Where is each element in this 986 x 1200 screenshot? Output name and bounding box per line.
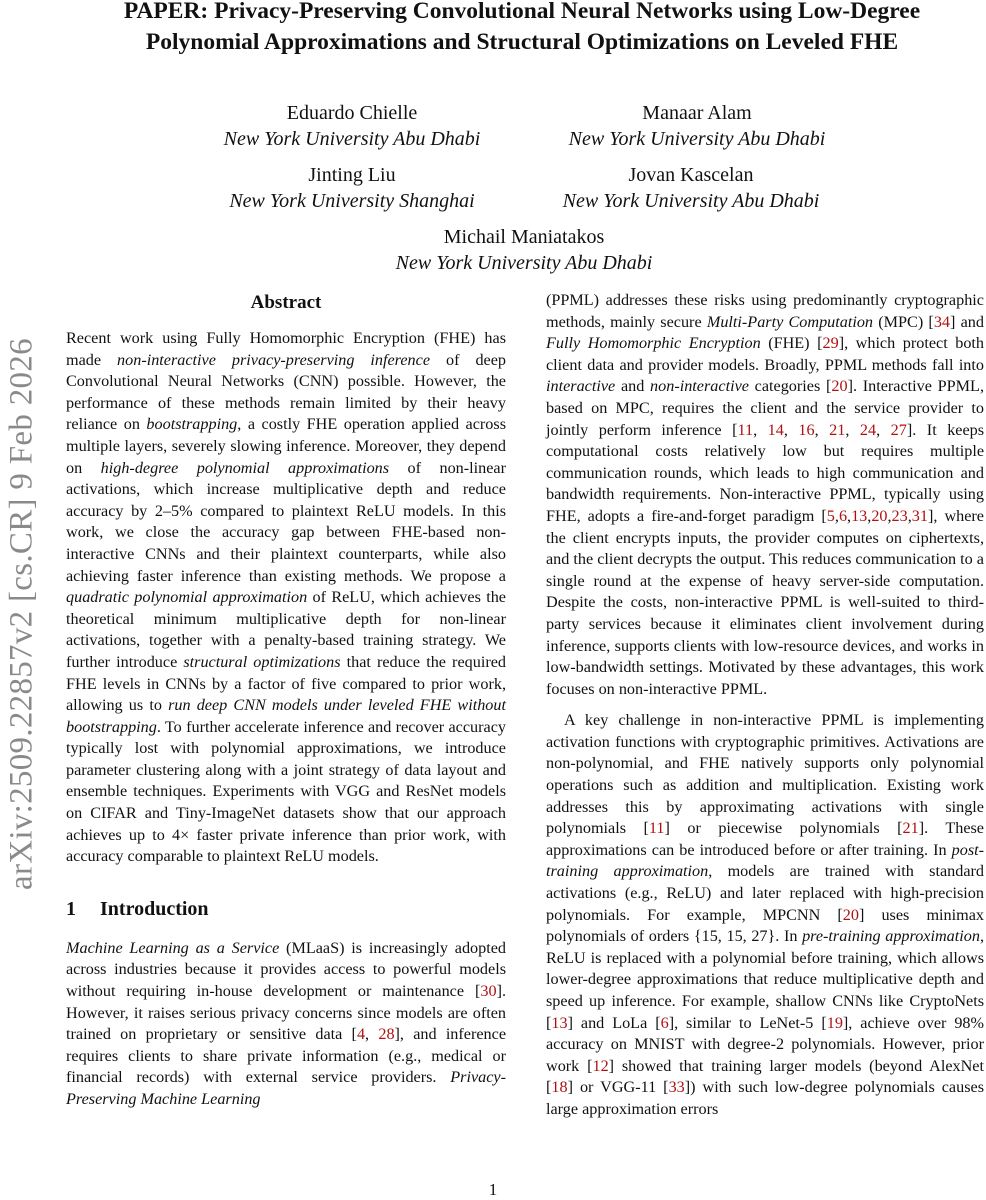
left-column bbox=[66, 290, 506, 1111]
right-column bbox=[546, 290, 984, 1121]
citation-link[interactable]: 34 bbox=[933, 312, 951, 331]
section-title: Introduction bbox=[100, 897, 209, 920]
citation-link[interactable]: 6 bbox=[660, 1013, 669, 1032]
intro-paragraph-1-continued: (PPML) addresses these risks using predominantly cryptographic methods, mainly secure Multi-Party Computation (MPC) [34] and Fully Homomorphic Encryption (FHE) [29], which protect both client data and provider models. Broadly, PPML methods fall into interactive and non-interactive categories [20]. Interactive PPML, based on MPC, requires the client and the service provider to jointly perform inference [11, 14, 16, 21, 24, 27]. It keeps computational costs relatively low but requires multiple communication rounds, which leads to high communication and bandwidth requirements. Non-interactive PPML, typically using FHE, adopts a fire-and-forget paradigm [5,6,13,20,23,31], where the client encrypts inputs, the provider computes on ciphertexts, and the client decrypts the output. This reduces communication to a single round at the expense of heavy server-side computation. Despite the costs, non-interactive PPML is well-suited to third-party services because it eliminates client involvement during inference, supports clients with low-resource devices, and works in low-bandwidth settings. Motivated by these advantages, this work focuses on non-interactive PPML. bbox=[546, 291, 985, 698]
citation-link[interactable]: 24 bbox=[859, 420, 877, 439]
citation-link[interactable]: 20 bbox=[871, 506, 888, 525]
author-affiliation: New York University Abu Dhabi bbox=[223, 128, 481, 150]
citation-link[interactable]: 20 bbox=[831, 377, 848, 396]
citation-link[interactable]: 20 bbox=[842, 905, 859, 924]
author-name: Jinting Liu bbox=[308, 164, 396, 186]
author-block bbox=[192, 162, 512, 214]
author-block bbox=[537, 100, 857, 152]
abstract-paragraph: Recent work using Fully Homomorphic Encryption (FHE) has made non-interactive privacy-preserving inference of deep Convolutional Neural Networks (CNN) possible. However, the performance of these methods remain limited by their heavy reliance on bootstrapping, a costly FHE operation applied across multiple layers, severely slowing inference. Moreover, they depend on high-degree polynomial approximations of non-linear activations, which increase multiplicative depth and reduce accuracy by 2–5% compared to plaintext ReLU models. In this work, we close the accuracy gap between FHE-based non-interactive CNNs and their plaintext counterparts, while also achieving faster inference than existing methods. We propose a quadratic polynomial approximation of ReLU, which achieves the theoretical minimum multiplicative depth for non-linear activations, together with a penalty-based training strategy. We further introduce structural optimizations that reduce the required FHE levels in CNNs by a factor of five compared to prior work, allowing us to run deep CNN models under leveled FHE without bootstrapping. To further accelerate inference and recover accuracy typically lost with polynomial approximations, we introduce parameter clustering along with a joint strategy of data layout and ensemble techniques. Experiments with VGG and ResNet models on CIFAR and Tiny-ImageNet datasets show that our approach achieves up to 4× faster private inference than prior work, with accuracy comparable to plaintext ReLU models. bbox=[66, 329, 506, 866]
citation-link[interactable]: 11 bbox=[737, 420, 754, 439]
intro-paragraph-1: Machine Learning as a Service (MLaaS) is increasingly adopted across industries because it provides access to powerful models without requiring in-house development or maintenance [30]. However, it raises serious privacy concerns since models are often trained on proprietary or sensitive data [4, 28], and inference requires clients to share private information (e.g., medical or financial records) with external service providers. Privacy-Preserving Machine Learning bbox=[66, 938, 507, 1108]
section-number: 1 bbox=[66, 897, 76, 920]
author-affiliation: New York University Abu Dhabi bbox=[395, 252, 653, 274]
author-block bbox=[192, 100, 512, 152]
arxiv-stamp-text: arXiv:2509.22857v2 [cs.CR] 9 Feb 2026 bbox=[3, 338, 40, 890]
abstract-heading: Abstract bbox=[250, 292, 322, 313]
citation-link[interactable]: 21 bbox=[902, 819, 919, 838]
author-affiliation: New York University Shanghai bbox=[229, 190, 475, 212]
section-heading-introduction bbox=[66, 896, 506, 922]
citation-link[interactable]: 29 bbox=[822, 334, 839, 353]
title-line-1: PAPER: Privacy-Preserving Convolutional Neural Networks using Low-Degree bbox=[123, 0, 921, 24]
citation-link[interactable]: 19 bbox=[826, 1013, 843, 1032]
citation-link[interactable]: 23 bbox=[891, 506, 908, 525]
intro-paragraph-2: A key challenge in non-interactive PPML is implementing activation functions with cryptographic primitives. Activations are non-polynomial, and FHE natively supports only polynomial operations such as addition and multiplication. Existing work addresses this by approximating activations with single polynomials [11] or piecewise polynomials [21]. These approximations can be introduced before or after training. In post-training approximation, models are trained with standard activations (e.g., ReLU) and later replaced with high-precision polynomials. For example, MPCNN [20] uses minimax polynomials of orders {15, 15, 27}. In pre-training approximation, ReLU is replaced with a polynomial before training, which allows lower-degree approximations that reduce multiplicative depth and speed up inference. For example, shallow CNNs like CryptoNets [13] and LoLa [6], similar to LeNet-5 [19], achieve over 98% accuracy on MNIST with degree-2 polynomials. However, prior work [12] showed that training larger models (beyond AlexNet [18] or VGG-11 [33]) with such low-degree polynomials causes large approximation errors bbox=[546, 711, 985, 1118]
author-name: Jovan Kascelan bbox=[628, 164, 754, 186]
citation-link[interactable]: 6 bbox=[838, 506, 848, 525]
author-affiliation: New York University Abu Dhabi bbox=[568, 128, 826, 150]
paper-title bbox=[70, 0, 974, 58]
citation-link[interactable]: 28 bbox=[378, 1025, 395, 1044]
author-name: Manaar Alam bbox=[642, 102, 752, 124]
citation-link[interactable]: 13 bbox=[851, 506, 868, 525]
author-name: Eduardo Chielle bbox=[286, 102, 418, 124]
author-block bbox=[364, 224, 684, 276]
citation-link[interactable]: 21 bbox=[829, 420, 846, 439]
page-number: 1 bbox=[488, 1180, 498, 1199]
citation-link[interactable]: 18 bbox=[551, 1078, 568, 1097]
author-block bbox=[531, 162, 851, 214]
citation-link[interactable]: 27 bbox=[890, 420, 907, 439]
title-line-2: Polynomial Approximations and Structural Optimizations on Leveled FHE bbox=[145, 29, 899, 55]
citation-link[interactable]: 31 bbox=[911, 506, 928, 525]
citation-link[interactable]: 13 bbox=[551, 1013, 568, 1032]
author-name: Michail Maniatakos bbox=[443, 226, 605, 248]
citation-link[interactable]: 11 bbox=[648, 819, 665, 838]
citation-link[interactable]: 12 bbox=[592, 1056, 609, 1075]
citation-link[interactable]: 4 bbox=[356, 1025, 366, 1044]
citation-link[interactable]: 16 bbox=[798, 420, 815, 439]
author-affiliation: New York University Abu Dhabi bbox=[562, 190, 820, 212]
citation-link[interactable]: 33 bbox=[668, 1078, 685, 1097]
citation-link[interactable]: 5 bbox=[826, 506, 835, 525]
citation-link[interactable]: 30 bbox=[480, 982, 497, 1001]
citation-link[interactable]: 14 bbox=[767, 420, 784, 439]
arxiv-stamp bbox=[0, 240, 44, 890]
